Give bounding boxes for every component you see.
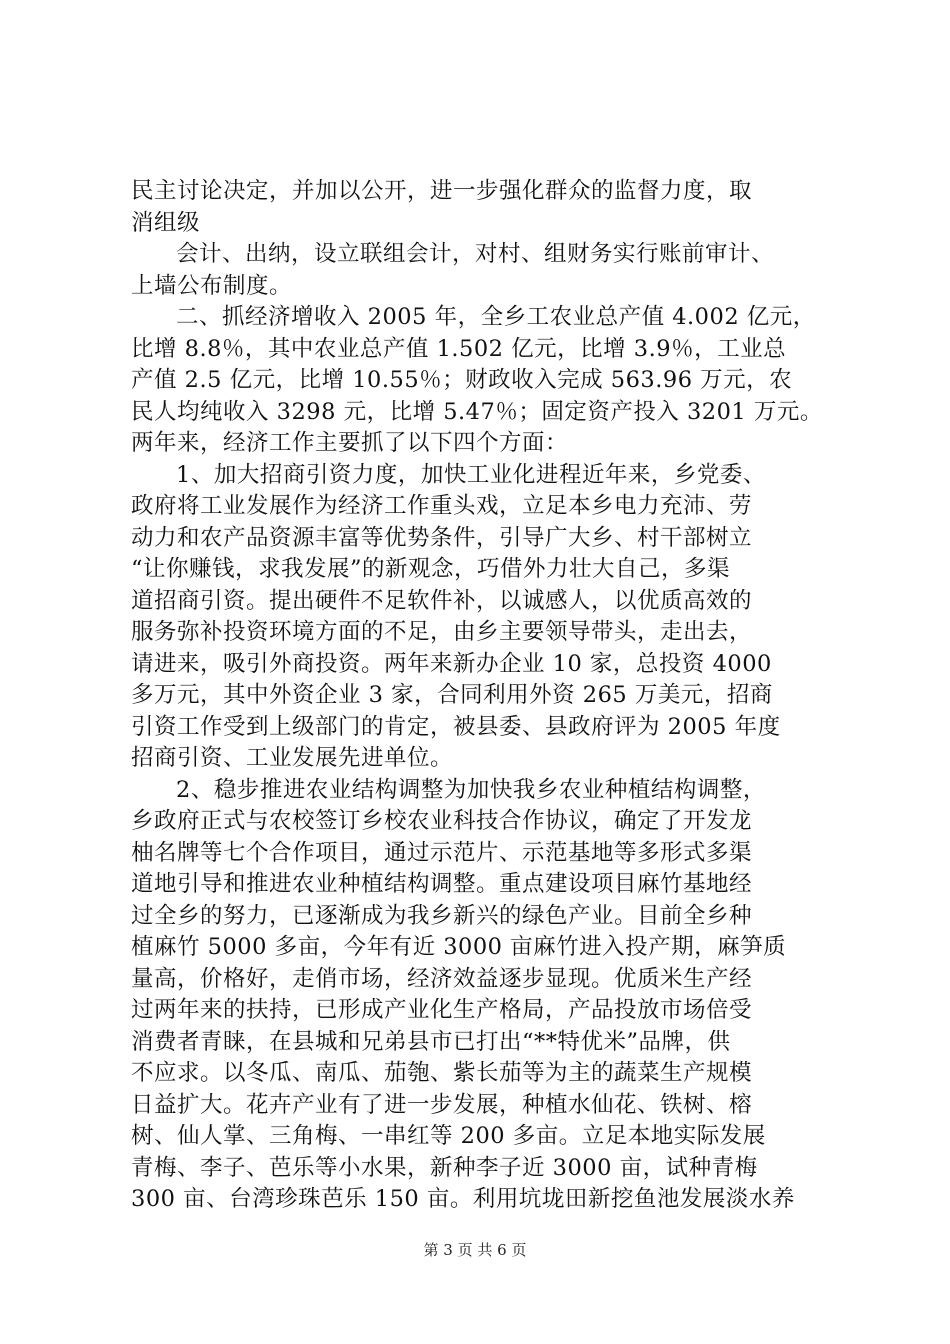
text-line: 道地引导和推进农业种植结构调整。重点建设项目麻竹基地经 bbox=[131, 871, 753, 897]
text-line: 引资工作受到上级部门的肯定，被县委、县政府评为 2005 年度 bbox=[131, 713, 781, 740]
text-line: 植麻竹 5000 多亩，今年有近 3000 亩麻竹进入投产期，麻笋质 bbox=[131, 934, 787, 960]
text-line: 柚名牌等七个合作项目，通过示范片、示范基地等多形式多渠 bbox=[131, 839, 753, 866]
paragraph-first-line: 会计、出纳，设立联组会计，对村、组财务实行账前审计、 bbox=[176, 241, 775, 267]
text-line: 政府将工业发展作为经济工作重头戏，立足本乡电力充沛、劳 bbox=[131, 493, 753, 519]
text-line: 民人均纯收入 3298 元，比增 5.47％；固定资产投入 3201 万元。 bbox=[131, 398, 823, 425]
text-line: 多万元，其中外资企业 3 家，合同利用外资 265 万美元，招商 bbox=[131, 682, 773, 708]
text-line: 量高，价格好，走俏市场，经济效益逐步显现。优质米生产经 bbox=[131, 965, 753, 992]
paragraph-first-line: 1、加大招商引资力度，加快工业化进程近年来，乡党委、 bbox=[176, 461, 766, 488]
text-line: 过两年来的扶持，已形成产业化生产格局，产品投放市场倍受 bbox=[131, 997, 753, 1023]
text-line: 两年来，经济工作主要抓了以下四个方面： bbox=[131, 430, 569, 456]
document-body bbox=[131, 176, 831, 1216]
text-line: 请进来，吸引外商投资。两年来新办企业 10 家，总投资 4000 bbox=[131, 650, 772, 677]
text-line: 产值 2.5 亿元，比增 10.55％；财政收入完成 563.96 万元，农 bbox=[131, 367, 793, 393]
text-line: 乡政府正式与农校签订乡校农业科技合作协议，确定了开发龙 bbox=[131, 808, 753, 834]
text-line: 树、仙人掌、三角梅、一串红等 200 多亩。立足本地实际发展 bbox=[131, 1123, 766, 1149]
text-line: 民主讨论决定，并加以公开，进一步强化群众的监督力度，取 bbox=[131, 178, 753, 204]
text-line: 消组级 bbox=[131, 209, 201, 236]
text-line: 动力和农产品资源丰富等优势条件，引导广大乡、村干部树立 bbox=[131, 524, 753, 551]
text-line: 日益扩大。花卉产业有了进一步发展，种植水仙花、铁树、榕 bbox=[131, 1091, 753, 1118]
paragraph-first-line: 2、稳步推进农业结构调整为加快我乡农业种植结构调整， bbox=[176, 776, 766, 803]
text-line: 青梅、李子、芭乐等小水果，新种李子近 3000 亩，试种青梅 bbox=[131, 1154, 758, 1181]
text-line: 过全乡的努力，已逐渐成为我乡新兴的绿色产业。目前全乡种 bbox=[131, 902, 753, 929]
page-footer: 第 3 页 共 6 页 bbox=[423, 1241, 527, 1259]
text-line: “让你赚钱，求我发展”的新观念，巧借外力壮大自己，多渠 bbox=[131, 556, 731, 582]
text-line: 招商引资、工业发展先进单位。 bbox=[131, 745, 454, 771]
text-line: 比增 8.8％，其中农业总产值 1.502 亿元，比增 3.9％，工业总 bbox=[131, 335, 787, 362]
text-line: 上墙公布制度。 bbox=[131, 272, 293, 299]
paragraph-first-line: 二、抓经济增收入 2005 年，全乡工农业总产值 4.002 亿元， bbox=[176, 304, 816, 330]
text-line: 不应求。以冬瓜、南瓜、茄匏、紫长茄等为主的蔬菜生产规模 bbox=[131, 1060, 753, 1086]
text-line: 300 亩、台湾珍珠芭乐 150 亩。利用坑垅田新挖鱼池发展淡水养 bbox=[131, 1186, 795, 1212]
text-line: 道招商引资。提出硬件不足软件补，以诚感人，以优质高效的 bbox=[131, 587, 753, 614]
text-line: 服务弥补投资环境方面的不足，由乡主要领导带头，走出去， bbox=[131, 619, 753, 645]
text-line: 消费者青睐，在县城和兄弟县市已打出“**特优米”品牌，供 bbox=[131, 1028, 731, 1055]
